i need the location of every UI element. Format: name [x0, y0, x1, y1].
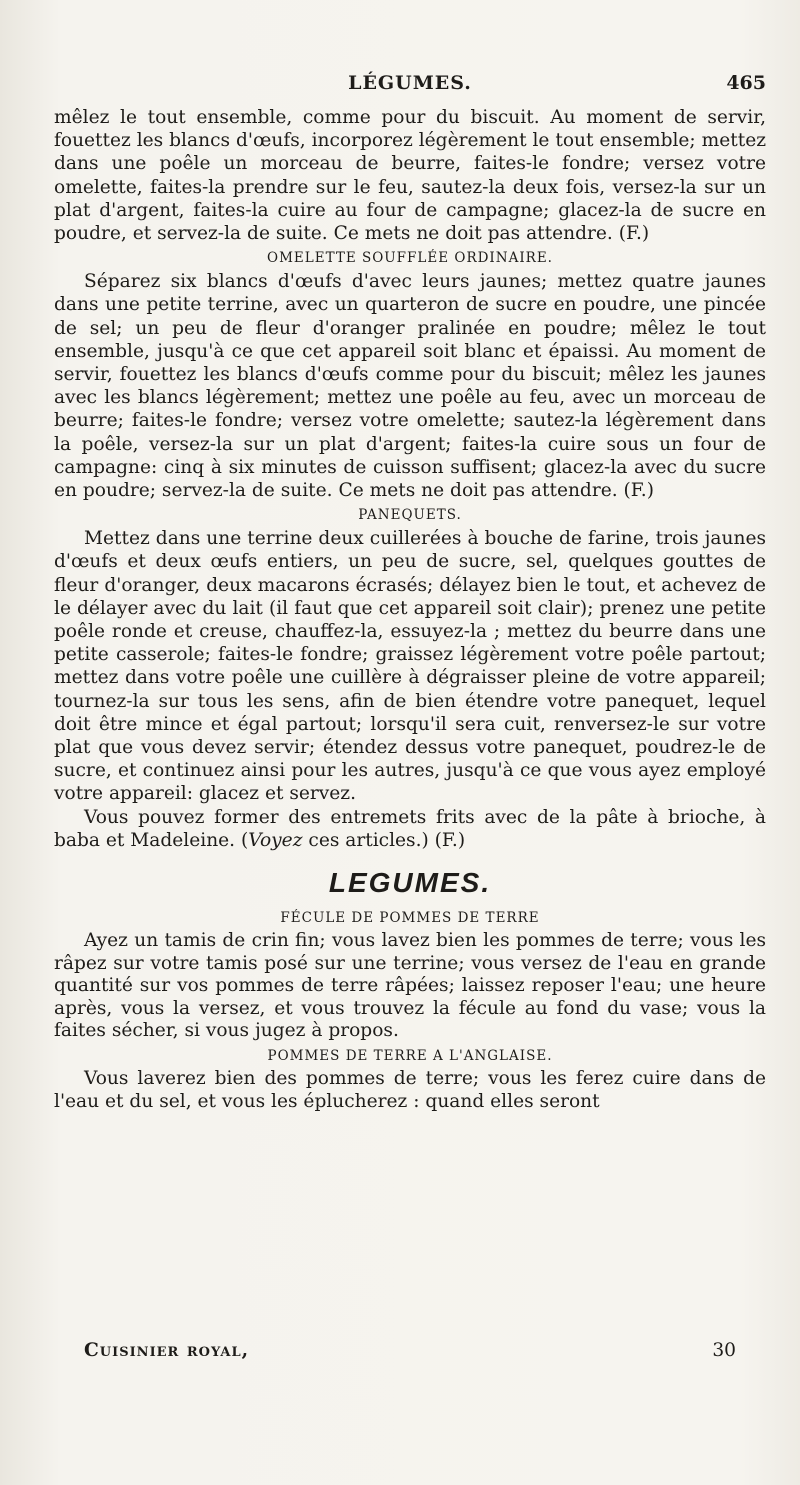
recipe-heading-fecule: FÉCULE DE POMMES DE TERRE	[280, 910, 540, 927]
paragraph-continuation: mêlez le tout ensemble, comme pour du biscuit. Au moment de servir, fouettez les blancs d'œufs, incorporez légèrement le tout ensemble; mettez dans une poêle un morceau de beurre, faites-le fondre; versez votre omelette, faites-la prendre sur le feu, sautez-la deux fois, versez-la sur un plat d'argent, faites-la cuire au four de campagne; glacez-la de sucre en poudre, et servez-la de suite. Ce mets ne doit pas attendre. (F.)	[54, 107, 766, 245]
page-number: 465	[726, 72, 766, 94]
signature-number: 30	[712, 1340, 736, 1361]
paragraph-fecule: Ayez un tamis de crin fin; vous lavez bien les pommes de terre; vous les râpez sur votre tamis posé sur une terrine; vous versez de l'eau en grande quantité sur vos pommes de terre râpées; laissez reposer l'eau; une heure après, vous la versez, et vous trouvez la fécule au fond du vase; vous la faites sécher, si vous jugez à propos.	[54, 930, 766, 1042]
recipe-heading-panequets: PANEQUETS.	[358, 507, 462, 524]
entremets-text-b: ces articles.) (F.)	[302, 829, 466, 851]
paragraph-entremets	[54, 806, 766, 852]
voyez-italic: Voyez	[248, 829, 303, 851]
text-block	[54, 106, 766, 1113]
recipe-heading-omelette-soufflee: OMELETTE SOUFFLÉE ORDINAIRE.	[267, 250, 553, 267]
entremets-text-a: Vous pouvez former des entremets frits avec de la pâte à brioche, à baba et Madeleine. (	[54, 806, 766, 851]
signature-mark: Cuisinier royal,	[84, 1340, 250, 1361]
paragraph-omelette-soufflee: Séparez six blancs d'œufs d'avec leurs jaunes; mettez quatre jaunes dans une petite terrine, avec un quarteron de sucre en poudre, une pincée de sel; un peu de fleur d'oranger pralinée en poudre; mêlez le tout ensemble, jusqu'à ce que cet appareil soit blanc et épaissi. Au moment de servir, fouettez les blancs d'œufs comme pour du biscuit; mêlez les jaunes avec les blancs légèrement; mettez une poêle au feu, avec un morceau de beurre; faites-le fondre; versez votre omelette; sautez-la légèrement dans la poêle, versez-la sur un plat d'argent; faites-la cuire sous un four de campagne: cinq à six minutes de cuisson suffisent; glacez-la avec du sucre en poudre; servez-la de suite. Ce mets ne doit pas attendre. (F.)	[54, 271, 766, 502]
recipe-heading-pommes-anglaise: POMMES DE TERRE A L'ANGLAISE.	[267, 1048, 553, 1065]
paragraph-pommes-anglaise: Vous laverez bien des pommes de terre; vous les ferez cuire dans de l'eau et du sel, et vous les éplucherez : quand elles seront	[54, 1068, 766, 1112]
running-title: LÉGUMES.	[348, 72, 472, 94]
section-title-legumes: LEGUMES.	[328, 867, 492, 899]
paragraph-panequets: Mettez dans une terrine deux cuillerées à bouche de farine, trois jaunes d'œufs et deux œufs entiers, un peu de sucre, sel, quelques gouttes de fleur d'oranger, deux macarons écrasés; délayez bien le tout, et achevez de le délayer avec du lait (il faut que cet appareil soit clair); prenez une petite poêle ronde et creuse, chauffez-la, essuyez-la ; mettez du beurre dans une petite casserole; faites-le fondre; graissez légèrement votre poêle partout; mettez dans votre poêle une cuillère à dégraisser pleine de votre appareil; tournez-la sur tous les sens, afin de bien étendre votre panequet, lequel doit être mince et égal partout; lorsqu'il sera cuit, renversez-le sur votre plat que vous devez servir; étendez dessus votre panequet, poudrez-le de sucre, et continuez ainsi pour les autres, jusqu'à ce que vous ayez employé votre appareil: glacez et servez.	[54, 528, 766, 805]
running-head	[54, 72, 766, 98]
